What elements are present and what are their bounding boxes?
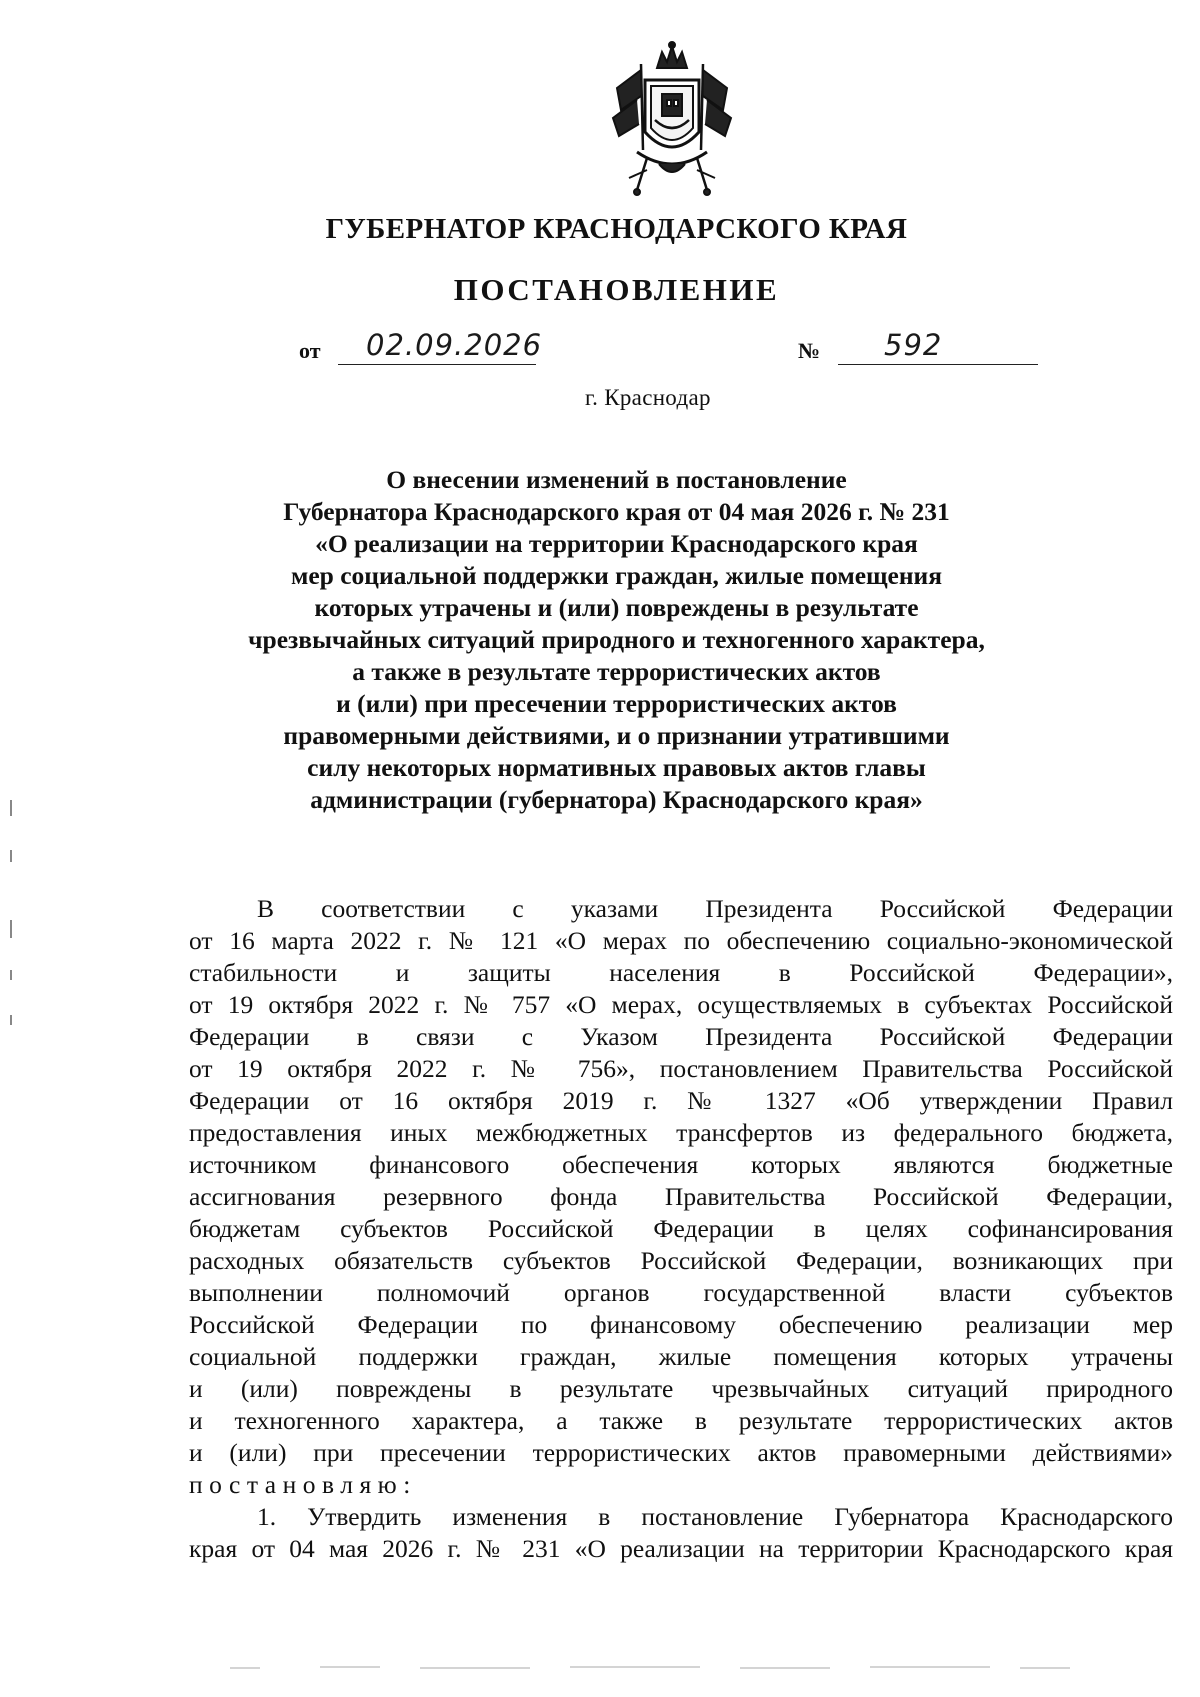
title-line: которых утрачены и (или) повреждены в результате — [314, 593, 919, 622]
document-type-heading: ПОСТАНОВЛЕНИЕ — [453, 272, 780, 307]
document-title — [0, 464, 1200, 816]
body-line: от 19 октября 2022 г. № 756», постановлением Правительства Российской — [189, 1054, 1173, 1083]
item-line: края от 04 мая 2026 г. № 231 «О реализации на территории Краснодарского края — [189, 1534, 1173, 1563]
item-line: 1. Утвердить изменения в постановление Губернатора Краснодарского — [257, 1502, 1173, 1531]
body-line: и (или) при пресечении террористических актов правомерными действиями» — [189, 1438, 1173, 1467]
number-value-handwritten: 592 — [884, 328, 943, 362]
number-prefix: № — [798, 338, 821, 363]
document-body — [189, 893, 1173, 1565]
title-line: О внесении изменений в постановление — [386, 465, 847, 494]
coat-of-arms-icon — [607, 40, 737, 200]
title-line: и (или) при пресечении террористических актов — [336, 689, 897, 718]
body-line: бюджетам субъектов Российской Федерации в целях софинансирования — [189, 1214, 1173, 1243]
date-field — [338, 327, 543, 365]
title-line: мер социальной поддержки граждан, жилые помещения — [290, 561, 943, 590]
body-line: социальной поддержки граждан, жилые помещения которых утрачены — [189, 1342, 1173, 1371]
body-line: от 16 марта 2022 г. № 121 «О мерах по обеспечению социально-экономической — [189, 926, 1173, 955]
title-line: силу некоторых нормативных правовых актов главы — [307, 753, 926, 782]
title-line: а также в результате террористических актов — [352, 657, 881, 686]
number-field — [838, 327, 1038, 365]
date-value-handwritten: 02.09.2026 — [366, 328, 543, 362]
title-line: правомерными действиями, и о признании утратившими — [283, 721, 950, 750]
title-line: администрации (губернатора) Краснодарского края» — [310, 785, 923, 814]
body-line: стабильности и защиты населения в Российской Федерации», — [189, 958, 1173, 987]
scan-noise — [230, 1665, 1080, 1671]
body-line: источником финансового обеспечения которых являются бюджетные — [189, 1150, 1173, 1179]
body-line: и (или) повреждены в результате чрезвычайных ситуаций природного — [189, 1374, 1173, 1403]
body-line: предоставления иных межбюджетных трансфертов из федерального бюджета, — [189, 1118, 1173, 1147]
body-line: Российской Федерации по финансовому обеспечению реализации мер — [189, 1310, 1173, 1339]
body-line: выполнении полномочий органов государственной власти субъектов — [189, 1278, 1173, 1307]
body-line: Федерации в связи с Указом Президента Российской Федерации — [189, 1022, 1173, 1051]
body-line: В соответствии с указами Президента Российской Федерации — [257, 894, 1173, 923]
body-line: ассигнования резервного фонда Правительства Российской Федерации, — [189, 1182, 1173, 1211]
body-line: Федерации от 16 октября 2019 г. № 1327 «Об утверждении Правил — [189, 1086, 1173, 1115]
title-line: «О реализации на территории Краснодарского края — [315, 529, 918, 558]
date-prefix: от — [299, 338, 321, 363]
title-line: чрезвычайных ситуаций природного и техногенного характера, — [248, 625, 985, 654]
resolve-word: постановляю: — [189, 1470, 417, 1499]
authority-heading: ГУБЕРНАТОР КРАСНОДАРСКОГО КРАЯ — [325, 213, 908, 245]
body-line: расходных обязательств субъектов Российской Федерации, возникающих при — [189, 1246, 1173, 1275]
body-line: от 19 октября 2022 г. № 757 «О мерах, осуществляемых в субъектах Российской — [189, 990, 1173, 1019]
title-line: Губернатора Краснодарского края от 04 мая 2026 г. № 231 — [283, 497, 950, 526]
city-label: г. Краснодар — [585, 385, 711, 410]
body-line: и техногенного характера, а также в результате террористических актов — [189, 1406, 1173, 1435]
scan-artifacts — [10, 800, 14, 1030]
